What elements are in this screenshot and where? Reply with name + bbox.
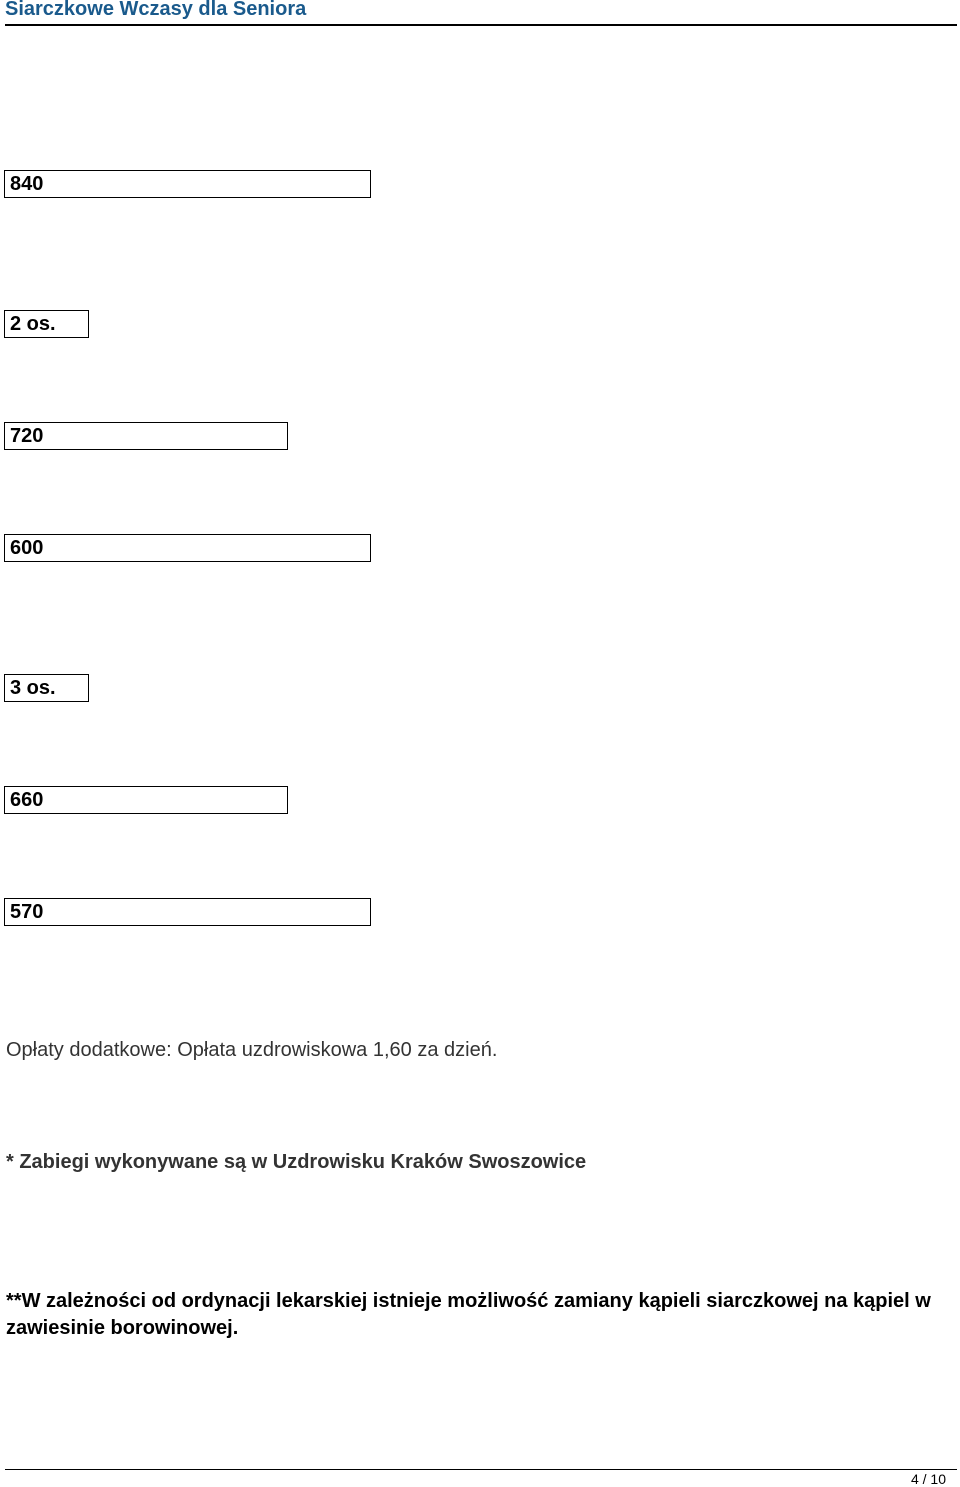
table-cell: 720 xyxy=(4,422,288,450)
additional-fees-text: Opłaty dodatkowe: Opłata uzdrowiskowa 1,60 za dzień. xyxy=(6,1039,498,1061)
table-cell: 3 os. xyxy=(4,674,89,702)
document-title: Siarczkowe Wczasy dla Seniora xyxy=(5,0,307,20)
table-cell: 660 xyxy=(4,786,288,814)
table-cell: 600 xyxy=(4,534,371,562)
table-cell: 2 os. xyxy=(4,310,89,338)
treatments-note: * Zabiegi wykonywane są w Uzdrowisku Kraków Swoszowice xyxy=(6,1151,587,1173)
header-divider xyxy=(5,24,957,26)
footer-divider xyxy=(5,1469,957,1470)
page-number: 4 / 10 xyxy=(910,1471,946,1487)
table-cell: 840 xyxy=(4,170,371,198)
bath-substitution-note: **W zależności od ordynacji lekarskiej istnieje możliwość zamiany kąpieli siarczkowej na kąpiel w zawiesinie borowinowej. xyxy=(6,1290,931,1339)
table-cell: 570 xyxy=(4,898,371,926)
